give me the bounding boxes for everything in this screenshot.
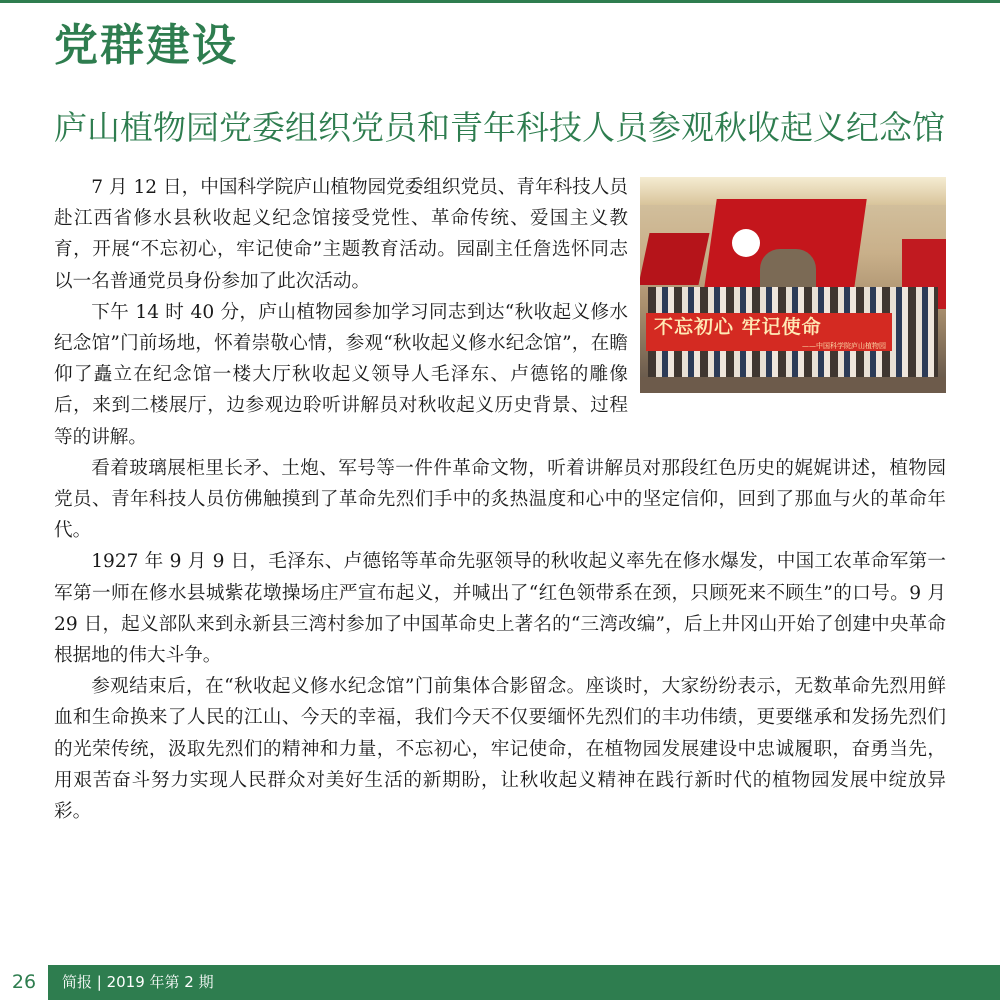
top-rule bbox=[0, 0, 1000, 3]
photo-banner-subtext: ——中国科学院庐山植物园 bbox=[802, 342, 886, 350]
publication-label: 简报 | 2019 年第 2 期 bbox=[62, 973, 214, 991]
paragraph-5: 参观结束后，在“秋收起义修水纪念馆”门前集体合影留念。座谈时，大家纷纷表示，无数革命先烈用鲜血和生命换来了人民的江山、今天的幸福，我们今天不仅要缅怀先烈们的丰功伟绩，更要继承和发扬先烈们的光荣传统，汲取先烈们的精神和力量，不忘初心，牢记使命，在植物园发展建设中忠诚履职，奋勇当先，用艰苦奋斗努力实现人民群众对美好生活的新期盼，让秋收起义精神在践行新时代的植物园发展中绽放异彩。 bbox=[54, 676, 946, 823]
paragraph-2: 下午 14 时 40 分，庐山植物园参加学习同志到达“秋收起义修水纪念馆”门前场地，怀着崇敬心情，参观“秋收起义修水纪念馆”，在瞻仰了矗立在纪念馆一楼大厅秋收起义领导人毛泽东、卢德铭的雕像后，来到二楼展厅，边参观边聆听讲解员对秋收起义历史背景、过程等的讲解。 bbox=[54, 301, 628, 448]
photo-flag-emblem bbox=[732, 229, 760, 257]
group-photo bbox=[640, 177, 946, 393]
section-title: 党群建设 bbox=[54, 20, 238, 71]
paragraph-4: 1927 年 9 月 9 日，毛泽东、卢德铭等革命先驱领导的秋收起义率先在修水爆发，中国工农革命军第一军第一师在修水县城紫花墩操场庄严宣布起义，并喊出了“红色领带系在颈，只顾死来不顾生”的口号。9 月 29 日，起义部队来到永新县三湾村参加了中国革命史上著名的“三湾改编”，后上井冈山开始了创建中央革命根据地的伟大斗争。 bbox=[54, 551, 946, 667]
page-footer bbox=[0, 965, 1000, 1000]
photo-flag-left bbox=[640, 233, 710, 285]
paragraph-3: 看着玻璃展柜里长矛、土炮、军号等一件件革命文物，听着讲解员对那段红色历史的娓娓讲述，植物园党员、青年科技人员仿佛触摸到了革命先烈们手中的炙热温度和心中的坚定信仰，回到了那血与火的革命年代。 bbox=[54, 457, 946, 542]
article-body bbox=[54, 172, 946, 827]
photo-banner-text: 不忘初心 牢记使命 bbox=[654, 316, 822, 338]
article-title: 庐山植物园党委组织党员和青年科技人员参观秋收起义纪念馆 bbox=[54, 108, 945, 147]
page-number: 26 bbox=[0, 965, 48, 1000]
photo-floor bbox=[640, 377, 946, 393]
paragraph-1: 7 月 12 日，中国科学院庐山植物园党委组织党员、青年科技人员赴江西省修水县秋收起义纪念馆接受党性、革命传统、爱国主义教育，开展“不忘初心，牢记使命”主题教育活动。园副主任詹选怀同志以一名普通党员身份参加了此次活动。 bbox=[54, 177, 628, 292]
photo-banner bbox=[646, 313, 892, 351]
